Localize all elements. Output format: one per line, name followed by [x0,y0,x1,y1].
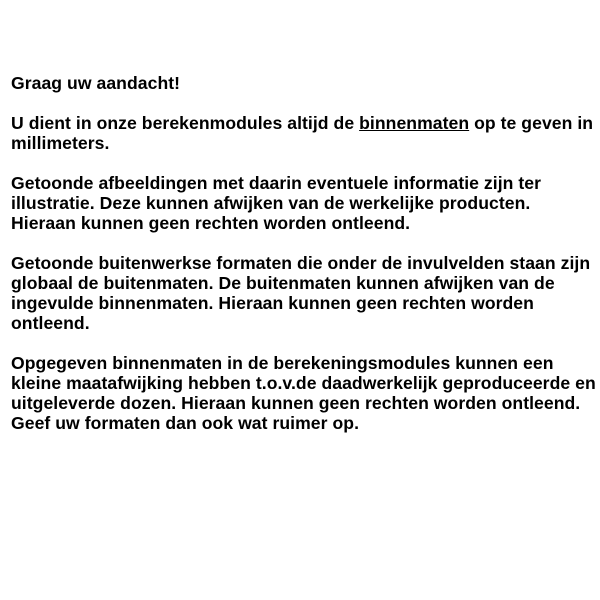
notice-paragraph-illustrations: Getoonde afbeeldingen met daarin eventuele informatie zijn ter illustratie. Deze kunnen afwijken van de werkelijke producten. Hieraan kunnen geen rechten worden ontleend. [11,173,542,233]
notice-text-block [11,73,597,453]
binnenmaten-emphasis: binnenmaten [359,113,470,133]
notice-paragraph-units [11,113,597,153]
notice-paragraph-units-start: U dient in onze berekenmodules altijd de [11,113,360,133]
notice-paragraph-tolerance: Opgegeven binnenmaten in de berekeningsmodules kunnen een kleine maatafwijking hebben t.o.v.de daadwerkelijk geproduceerde en uitgeleverde dozen. Hieraan kunnen geen rechten worden ontleend. Geef uw formaten dan ook wat ruimer op. [11,353,596,433]
notice-paragraph-units-end: op te geven in millimeters. [11,113,594,153]
notice-paragraph-outer-dimensions: Getoonde buitenwerkse formaten die onder de invulvelden staan zijn globaal de buitenmaten. De buitenmaten kunnen afwijken van de ingevulde binnenmaten. Hieraan kunnen geen rechten worden ontleend. [11,253,591,333]
notice-heading: Graag uw aandacht! [11,73,181,93]
